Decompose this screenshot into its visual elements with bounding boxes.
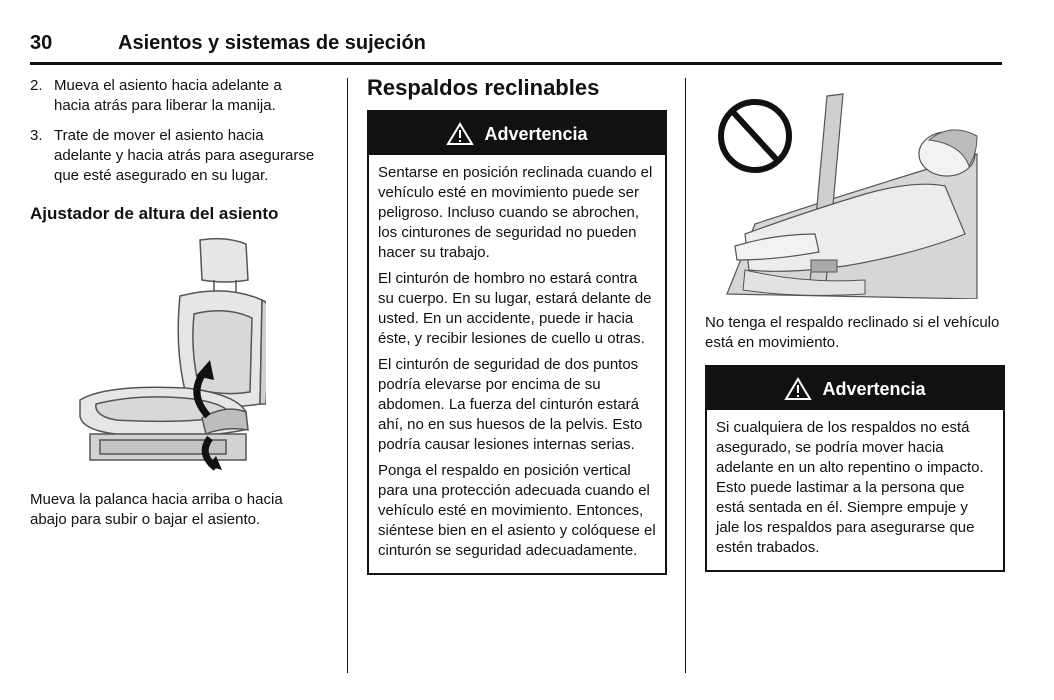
right-column xyxy=(705,74,1005,572)
step-text: Trate de mover el asiento hacia adelante y hacia atrás para asegurarse que esté asegurado en su lugar. xyxy=(54,127,315,184)
middle-column xyxy=(367,74,667,575)
step-text: Mueva el asiento hacia adelante a hacia atrás para liberar la manija. xyxy=(54,77,282,114)
reclined-passenger-prohibited-illustration xyxy=(715,84,1005,305)
warning-header xyxy=(369,112,665,155)
seat-height-caption: Mueva la palanca hacia arriba o hacia abajo para subir o bajar el asiento. xyxy=(30,491,283,528)
seat-height-adjuster-illustration xyxy=(76,234,320,480)
warning-triangle-icon xyxy=(446,122,474,146)
warning-paragraph: El cinturón de seguridad de dos puntos podría elevarse por encima de su abdomen. La fuerza del cinturón estará ahí, no en sus huesos de la pelvis. Esto podría causar lesiones internas serias. xyxy=(378,356,643,453)
page-header xyxy=(30,28,1002,62)
reclining-seatbacks-heading: Respaldos reclinables xyxy=(367,75,600,100)
warning-paragraph: El cinturón de hombro no estará contra su cuerpo. En su lugar, estará delante de usted. En un accidente, puede ir hacia éste, y recibir lesiones de cuello u otras. xyxy=(378,270,652,347)
warning-body xyxy=(369,155,665,573)
warning-box xyxy=(705,365,1005,572)
step-item xyxy=(30,76,320,116)
seat-height-subheading: Ajustador de altura del asiento xyxy=(30,204,279,223)
reclined-seat-caption: No tenga el respaldo reclinado si el vehículo está en movimiento. xyxy=(705,314,1000,351)
warning-header xyxy=(707,367,1003,410)
step-number: 3. xyxy=(30,127,43,144)
page-number: 30 xyxy=(30,32,53,54)
step-number: 2. xyxy=(30,77,43,94)
step-item xyxy=(30,126,320,186)
chapter-title: Asientos y sistemas de sujeción xyxy=(118,32,426,54)
warning-paragraph: Si cualquiera de los respaldos no está asegurado, se podría mover hacia adelante en un alto repentino o impacto. Esto puede lastimar a la persona que está sentada en él. Siempre empuje y jale los respaldos para asegurarse que estén trabados. xyxy=(716,419,984,556)
warning-body xyxy=(707,410,1003,570)
warning-paragraph: Sentarse en posición reclinada cuando el vehículo esté en movimiento puede ser peligroso. Incluso cuando se abrochen, los cinturones de seguridad no pueden hacer su trabajo. xyxy=(378,164,653,261)
column-divider xyxy=(685,78,686,673)
header-divider xyxy=(30,62,1002,65)
left-column xyxy=(30,74,320,530)
warning-triangle-icon xyxy=(784,377,812,401)
warning-title: Advertencia xyxy=(822,378,926,399)
warning-paragraph: Ponga el respaldo en posición vertical para una protección adecuada cuando el vehículo esté en movimiento. Entonces, siéntese bien en el asiento y colóquese el cinturón se seguridad adecuadamente. xyxy=(378,462,656,559)
warning-box xyxy=(367,110,667,575)
warning-title: Advertencia xyxy=(484,123,588,144)
column-divider xyxy=(347,78,348,673)
